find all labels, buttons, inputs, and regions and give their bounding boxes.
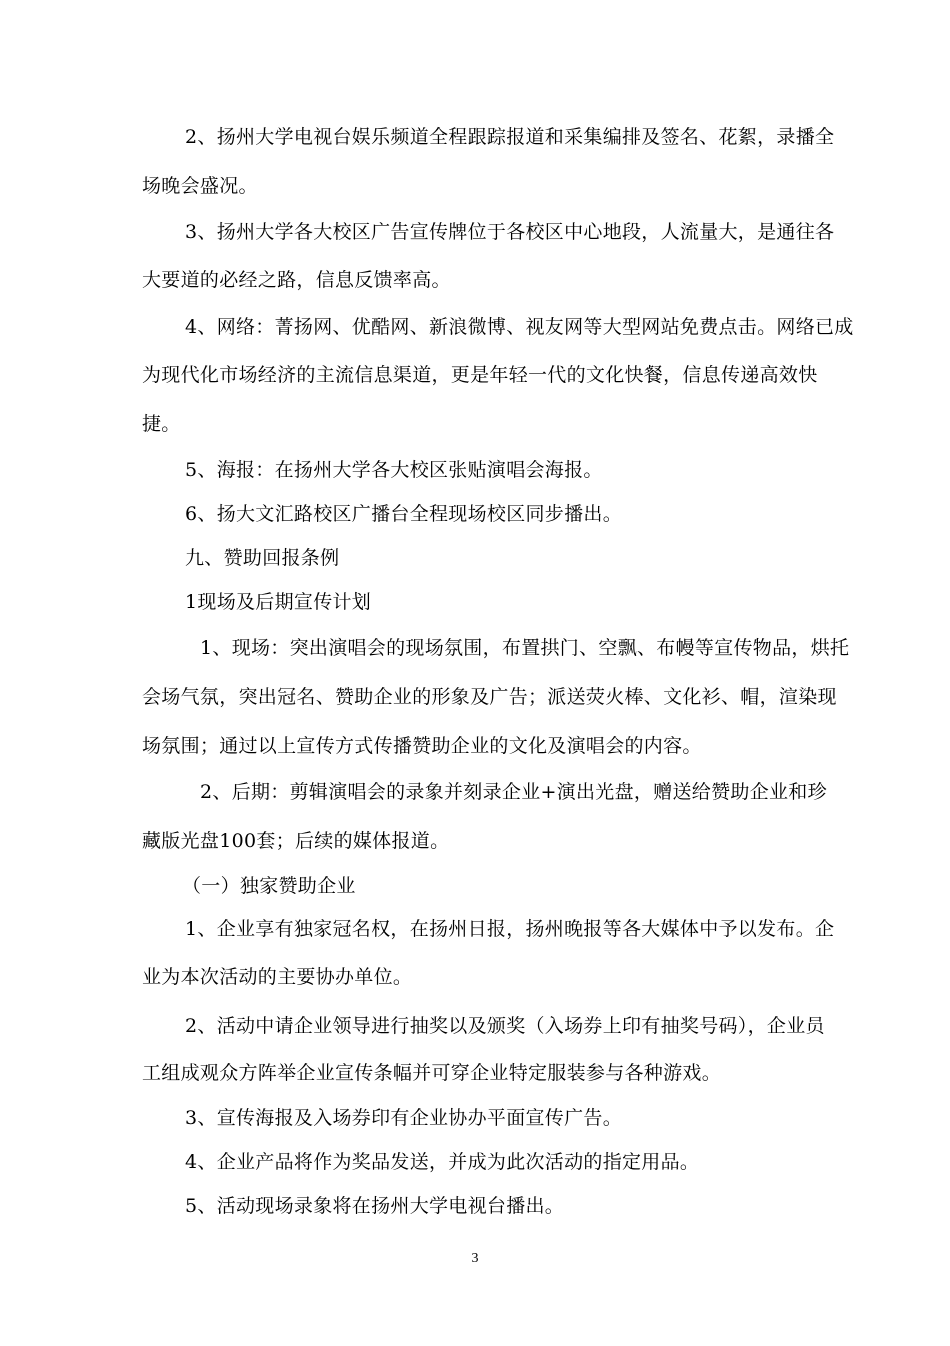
text-line: 大要道的必经之路，信息反馈率高。: [142, 269, 451, 291]
text-line: 2、活动中请企业领导进行抽奖以及颁奖（入场券上印有抽奖号码），企业员: [185, 1015, 825, 1037]
text-line: 3、扬州大学各大校区广告宣传牌位于各校区中心地段，人流量大，是通往各: [185, 221, 835, 243]
page-number: 3: [471, 1251, 479, 1266]
text-line: 4、企业产品将作为奖品发送，并成为此次活动的指定用品。: [185, 1151, 700, 1173]
text-line: 1、企业享有独家冠名权，在扬州日报，扬州晚报等各大媒体中予以发布。企: [185, 918, 835, 940]
text-line: 为现代化市场经济的主流信息渠道，更是年轻一代的文化快餐，信息传递高效快: [142, 364, 818, 386]
text-line: 3、宣传海报及入场券印有企业协办平面宣传广告。: [185, 1107, 622, 1129]
text-line: 6、扬大文汇路校区广播台全程现场校区同步播出。: [185, 503, 622, 525]
text-line: 业为本次活动的主要协办单位。: [142, 966, 413, 988]
text-line: 2、后期：剪辑演唱会的录象并刻录企业+演出光盘，赠送给赞助企业和珍: [200, 781, 827, 803]
text-line: 1、现场：突出演唱会的现场氛围，布置拱门、空飘、布幔等宣传物品，烘托: [200, 637, 850, 659]
text-line: 捷。: [142, 413, 181, 435]
text-line: 4、网络：菁扬网、优酷网、新浪微博、视友网等大型网站免费点击。网络已成: [185, 316, 854, 338]
text-line: 藏版光盘100套；后续的媒体报道。: [142, 830, 450, 852]
text-line: 5、海报：在扬州大学各大校区张贴演唱会海报。: [185, 459, 603, 481]
text-line: 场氛围；通过以上宣传方式传播赞助企业的文化及演唱会的内容。: [142, 735, 702, 757]
text-line: 场晚会盛况。: [142, 175, 258, 197]
text-line: 会场气氛，突出冠名、赞助企业的形象及广告；派送荧火棒、文化衫、帽，渲染现: [142, 686, 837, 708]
subsection-heading: （一）独家赞助企业: [182, 875, 356, 897]
text-line: 2、扬州大学电视台娱乐频道全程跟踪报道和采集编排及签名、花絮，录播全: [185, 126, 835, 148]
text-line: 5、活动现场录象将在扬州大学电视台播出。: [185, 1195, 565, 1217]
section-heading: 九、赞助回报条例: [185, 547, 340, 569]
text-line: 工组成观众方阵举企业宣传条幅并可穿企业特定服装参与各种游戏。: [142, 1062, 722, 1084]
subsection-heading: 1现场及后期宣传计划: [185, 591, 372, 613]
